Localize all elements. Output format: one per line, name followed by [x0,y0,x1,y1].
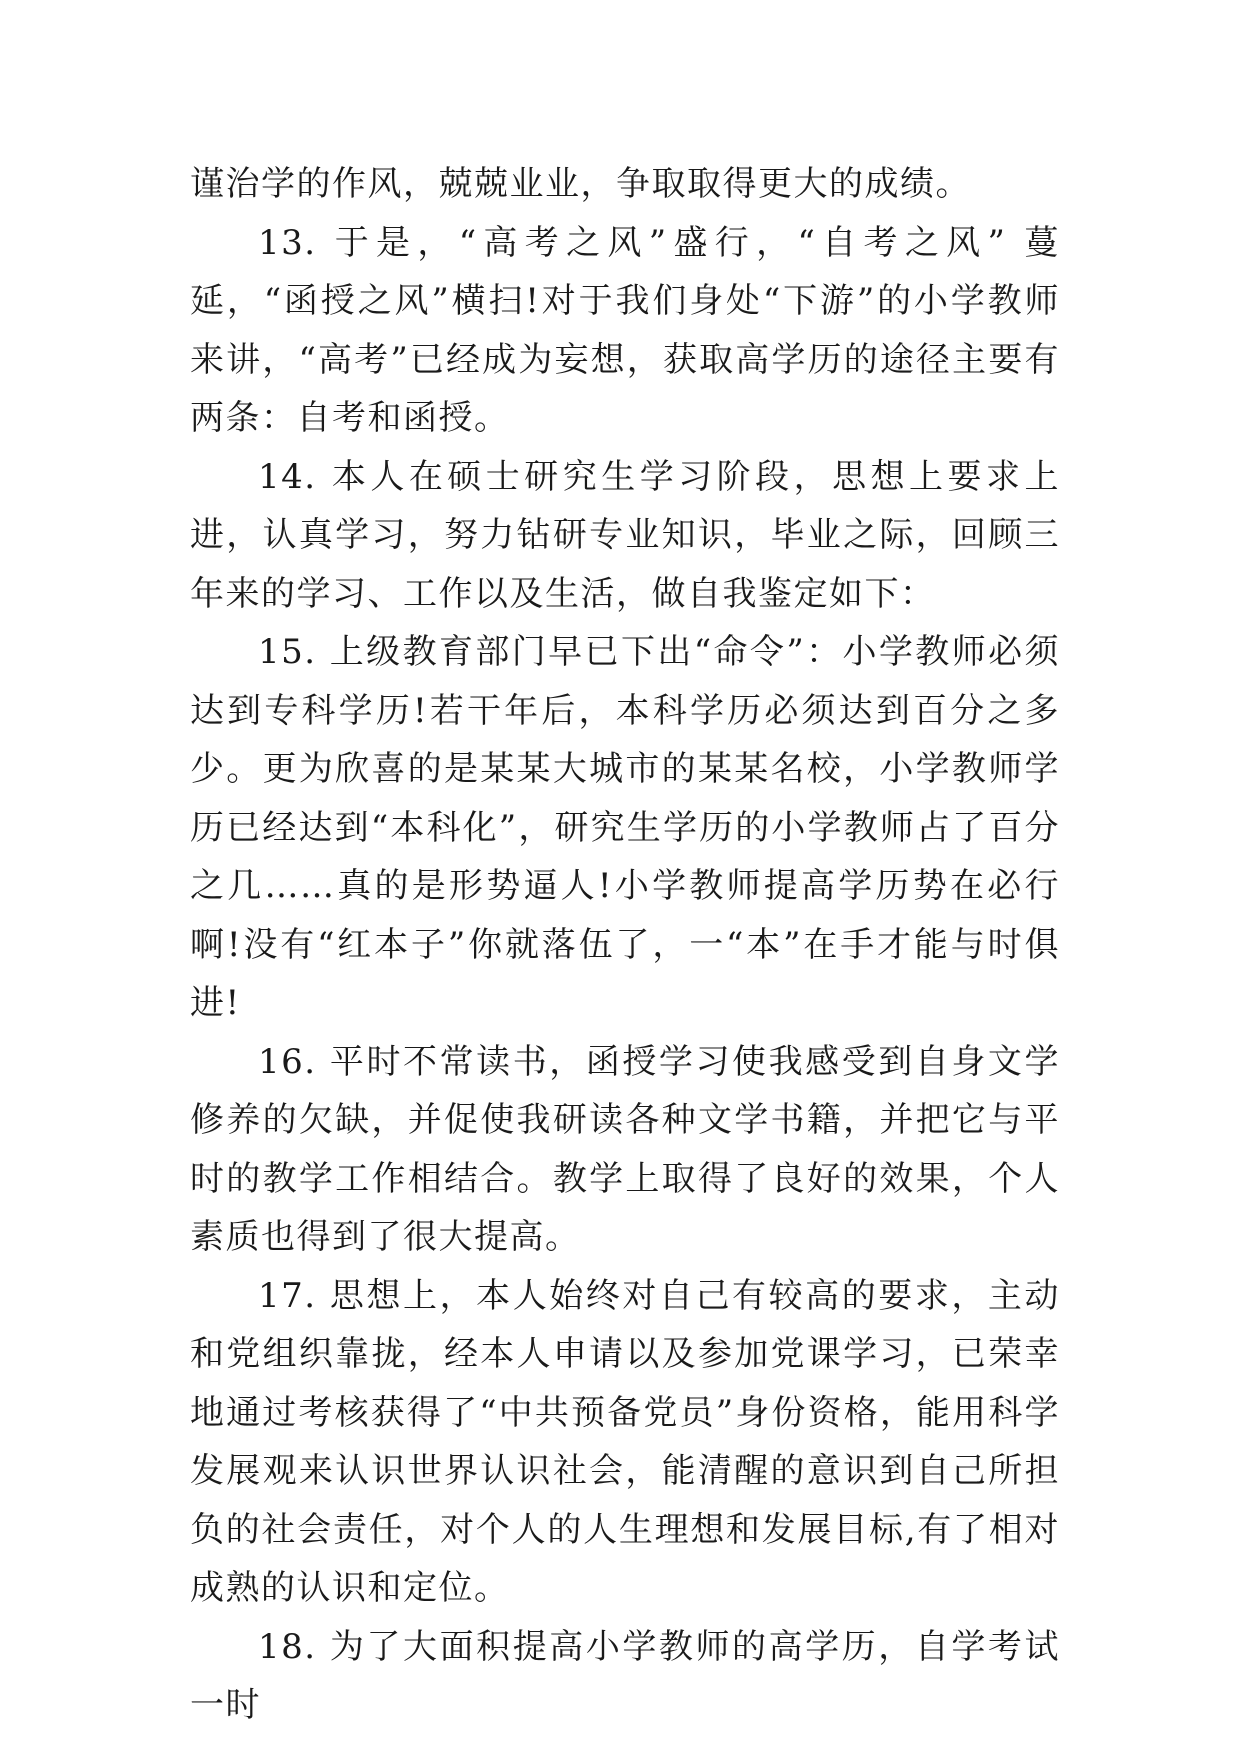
paragraph-continuation: 谨治学的作风，兢兢业业，争取取得更大的成绩。 [190,164,971,204]
paragraph-17: 17. 思想上，本人始终对自己有较高的要求，主动和党组织靠拢，经本人申请以及参加党课学习，已荣幸地通过考核获得了“中共预备党员”身份资格，能用科学发展观来认识世界认识社会，能清醒的意识到自己所担负的社会责任，对个人的人生理想和发展目标,有了相对成熟的认识和定位。 [190,1275,1060,1608]
paragraph-16: 16. 平时不常读书，函授学习使我感受到自身文学修养的欠缺，并促使我研读各种文学书籍，并把它与平时的教学工作相结合。教学上取得了良好的效果，个人素质也得到了很大提高。 [190,1041,1060,1257]
paragraph-14: 14. 本人在硕士研究生学习阶段，思想上要求上进，认真学习，努力钻研专业知识，毕业之际，回顾三年来的学习、工作以及生活，做自我鉴定如下： [190,456,1060,614]
paragraph-15: 15. 上级教育部门早已下出“命令”：小学教师必须达到专科学历!若干年后，本科学历必须达到百分之多少。更为欣喜的是某某大城市的某某名校，小学教师学历已经达到“本科化”，研究生学历的小学教师占了百分之几……真的是形势逼人!小学教师提高学历势在必行啊!没有“红本子”你就落伍了，一“本”在手才能与时俱进! [190,632,1060,1023]
paragraph-13: 13. 于是，“高考之风”盛行，“自考之风” 蔓延，“函授之风”横扫!对于我们身处“下游”的小学教师来讲，“高考”已经成为妄想，获取高学历的途径主要有两条：自考和函授。 [190,222,1060,438]
paragraph-18: 18. 为了大面积提高小学教师的高学历，自学考试一时 [190,1626,1060,1725]
document-body [190,155,1060,1735]
